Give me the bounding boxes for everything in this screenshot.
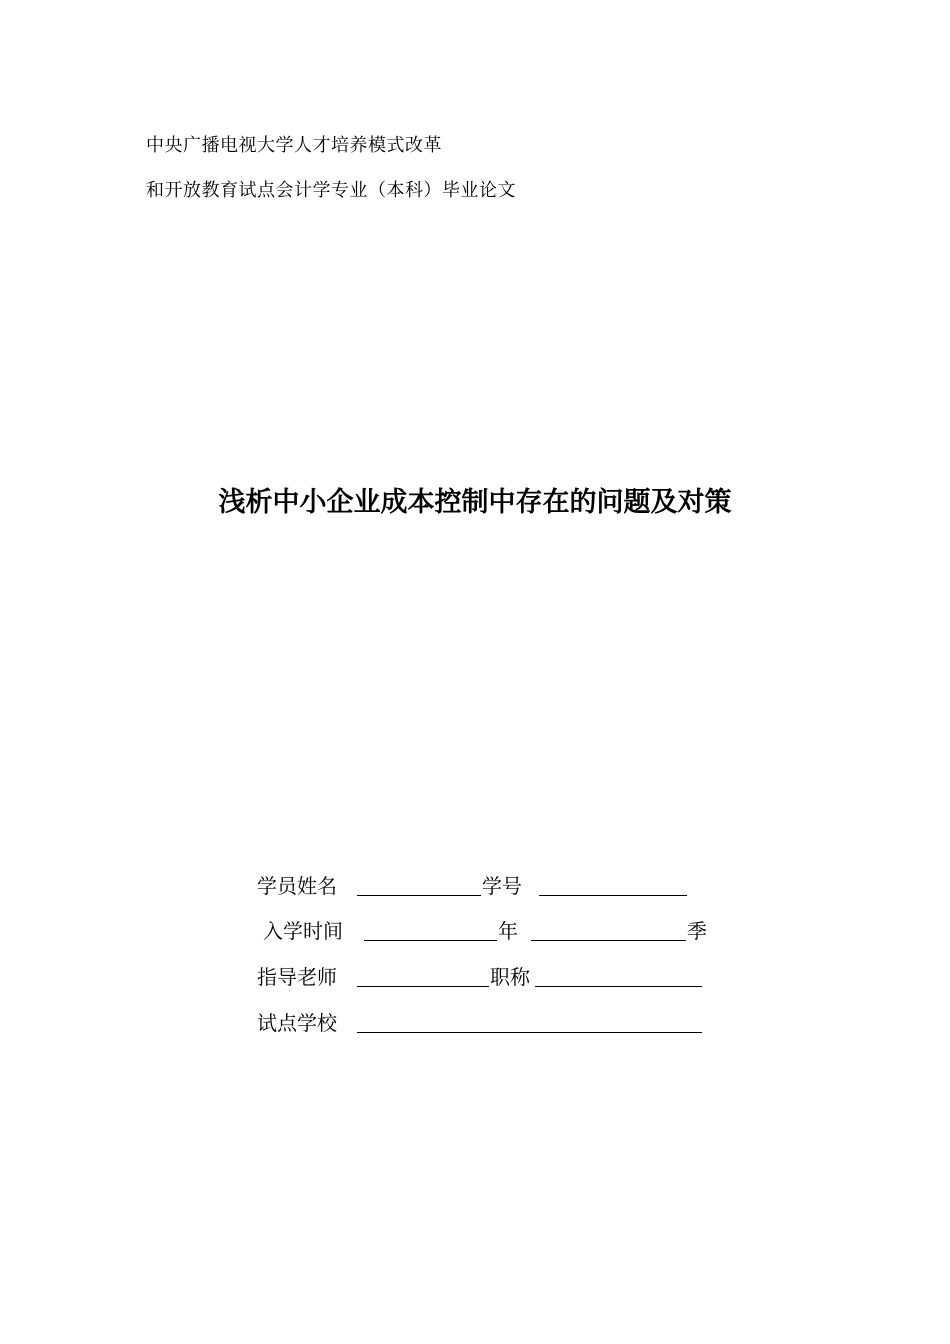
student-id-label: 学号: [482, 874, 522, 898]
student-name-label: 学员姓名: [257, 874, 337, 898]
school-label: 试点学校: [257, 1011, 337, 1035]
enrollment-year-blank: [364, 940, 497, 941]
header-line-2: 和开放教育试点会计学专业（本科）毕业论文: [146, 180, 516, 201]
advisor-row: [0, 964, 950, 994]
document-title: 浅析中小企业成本控制中存在的问题及对策: [218, 487, 732, 518]
enrollment-season-blank: [531, 940, 686, 941]
student-id-blank: [539, 895, 687, 896]
year-label: 年: [498, 919, 518, 943]
title-label: 职称: [490, 965, 530, 989]
advisor-label: 指导老师: [257, 965, 337, 989]
student-name-row: [0, 873, 950, 903]
header-line-1: 中央广播电视大学人才培养模式改革: [146, 135, 442, 156]
advisor-blank: [357, 986, 489, 987]
school-row: [0, 1010, 950, 1040]
title-blank: [535, 986, 702, 987]
enrollment-time-label: 入学时间: [263, 919, 343, 943]
student-name-blank: [357, 895, 481, 896]
school-blank: [357, 1032, 702, 1033]
enrollment-row: [0, 918, 950, 948]
season-label: 季: [687, 919, 707, 943]
